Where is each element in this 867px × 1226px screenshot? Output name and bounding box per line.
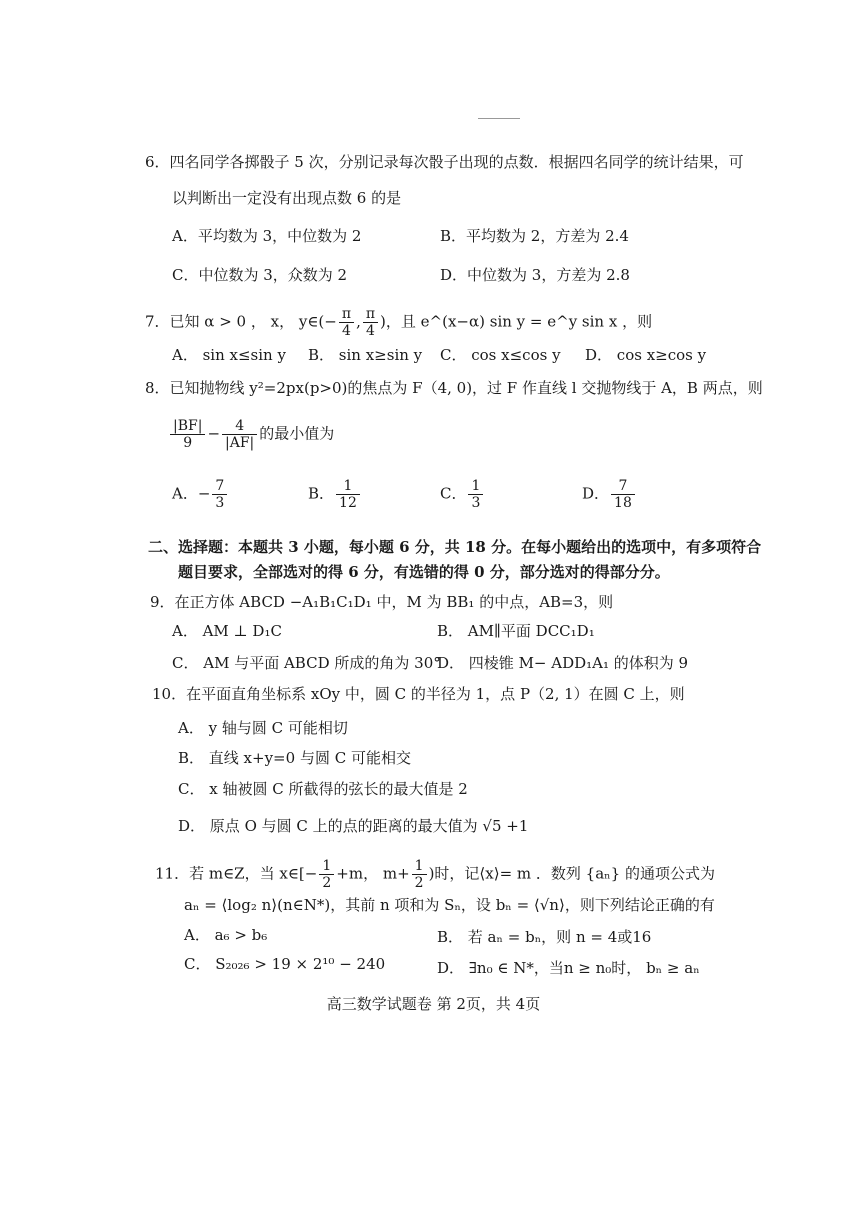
q11-option-c: C． S₂₀₂₆ > 19 × 2¹⁰ − 240 xyxy=(184,955,386,973)
q11-option-b: B． 若 aₙ = bₙ，则 n = 4或16 xyxy=(437,928,652,946)
section2-heading-line1: 二、选择题：本题共 3 小题，每小题 6 分，共 18 分。在每小题给出的选项中，有多项符合 xyxy=(148,538,762,556)
q7-stem-post: )，且 e^(x−α) sin y = e^y sin x ，则 xyxy=(380,312,653,331)
q7-frac1: $\frac{\pi}{4}$ xyxy=(339,306,354,339)
q9-option-b: B． AM∥平面 DCC₁D₁ xyxy=(437,622,595,640)
q11-option-a: A． a₆ > b₆ xyxy=(184,926,268,944)
q7-option-c: C． cos x≤cos y xyxy=(440,346,561,364)
q7-option-d: D． cos x≥cos y xyxy=(585,346,707,364)
q11-stem-line1: 11．若 m∈Z，当 x∈[− $\frac{1}{2}$ +m， m+ $\frac{1}{2}$ )时，记⟨x⟩= m ．数列 {aₙ} 的通项公式为 xyxy=(155,858,715,891)
page-footer: 高三数学试题卷 第 2页，共 4页 xyxy=(326,995,541,1013)
section2-heading-line2: 题目要求，全部选对的得 6 分，有选错的得 0 分，部分选对的得部分分。 xyxy=(178,563,670,581)
q10-option-d: D． 原点 O 与圆 C 上的点的距离的最大值为 √5 +1 xyxy=(178,817,529,835)
q10-option-c: C． x 轴被圆 C 所截得的弦长的最大值是 2 xyxy=(178,780,468,798)
q8-stem-line1: 8．已知抛物线 y²=2px(p>0)的焦点为 F（4, 0)，过 F 作直线 l 交抛物线于 A，B 两点，则 xyxy=(145,379,763,397)
q8-option-c: C． $\frac{1}{3}$ xyxy=(440,478,485,511)
q8-option-b: B． $\frac{1}{12}$ xyxy=(308,478,362,511)
q6-option-a: A．平均数为 3，中位数为 2 xyxy=(172,227,362,245)
q8-stem-post: 的最小值为 xyxy=(259,424,335,443)
q7-frac2: $\frac{\pi}{4}$ xyxy=(363,306,378,339)
q9-option-d: D． 四棱锥 M− ADD₁A₁ 的体积为 9 xyxy=(437,654,689,672)
q6-stem-line1: 6．四名同学各掷骰子 5 次，分别记录每次骰子出现的点数．根据四名同学的统计结果，可 xyxy=(145,153,744,171)
q9-option-a: A． AM ⊥ D₁C xyxy=(172,622,282,640)
q11-frac2: $\frac{1}{2}$ xyxy=(412,858,427,891)
q8-minus: − xyxy=(207,424,221,443)
q7-stem-mid: , xyxy=(356,312,361,331)
q7-stem-pre: 7．已知 α > 0 ， x， y∈(− xyxy=(145,312,337,331)
q8-stem-line2 xyxy=(168,418,334,451)
q10-stem: 10．在平面直角坐标系 xOy 中，圆 C 的半径为 1，点 P（2, 1）在圆 C 上，则 xyxy=(152,685,685,703)
q11-frac1: $\frac{1}{2}$ xyxy=(319,858,334,891)
q8-frac-af: $\frac{4}{|AF|}$ xyxy=(222,418,257,451)
q11-stem-line2: aₙ = ⟨log₂ n⟩(n∈N*)，其前 n 项和为 Sₙ，设 bₙ = ⟨√n⟩，则下列结论正确的有 xyxy=(184,896,715,914)
q10-option-b: B． 直线 x+y=0 与圆 C 可能相交 xyxy=(178,749,411,767)
q11-option-d: D． ∃n₀ ∈ N*，当n ≥ n₀时， bₙ ≥ aₙ xyxy=(437,959,700,977)
q10-option-a: A． y 轴与圆 C 可能相切 xyxy=(178,719,348,737)
q9-stem: 9．在正方体 ABCD −A₁B₁C₁D₁ 中，M 为 BB₁ 的中点，AB=3，则 xyxy=(150,593,614,611)
scan-mark xyxy=(478,118,520,119)
q8-option-a: A．− $\frac{7}{3}$ xyxy=(172,478,229,511)
q8-frac-bf: $\frac{|BF|}{9}$ xyxy=(170,418,205,451)
q6-stem-line2: 以判断出一定没有出现点数 6 的是 xyxy=(172,189,402,207)
q6-option-c: C．中位数为 3，众数为 2 xyxy=(172,266,348,284)
q6-option-b: B．平均数为 2，方差为 2.4 xyxy=(440,227,629,245)
q9-option-c: C． AM 与平面 ABCD 所成的角为 30° xyxy=(172,654,441,672)
q7-stem xyxy=(145,306,652,339)
q6-option-d: D．中位数为 3，方差为 2.8 xyxy=(440,266,630,284)
q7-option-b: B． sin x≥sin y xyxy=(308,346,423,364)
q8-option-d: D． $\frac{7}{18}$ xyxy=(582,478,637,511)
q7-option-a: A． sin x≤sin y xyxy=(172,346,286,364)
